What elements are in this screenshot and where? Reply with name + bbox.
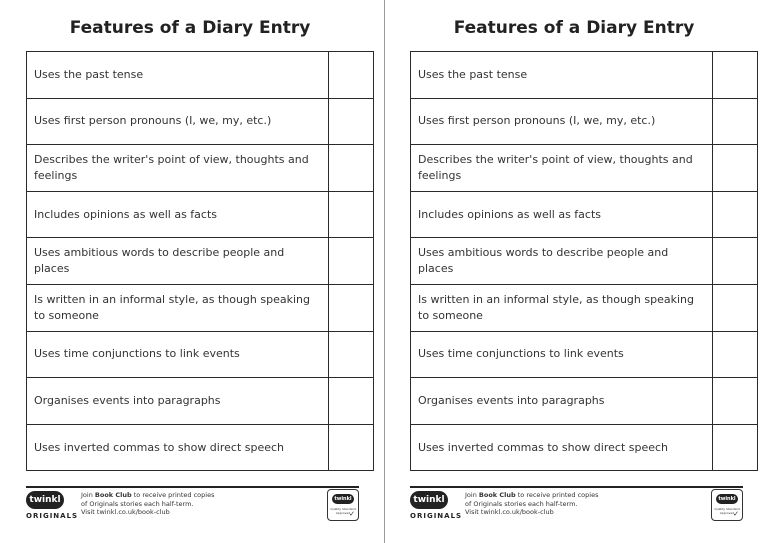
footer-rule (410, 486, 743, 488)
criterion-text: Includes opinions as well as facts (27, 191, 329, 238)
tick-box[interactable] (713, 284, 758, 331)
check-icon: ✓ (733, 510, 739, 518)
table-row (411, 331, 758, 378)
criterion-text: Uses inverted commas to show direct speech (27, 424, 329, 471)
footer (410, 486, 743, 526)
criterion-text: Uses ambitious words to describe people and places (27, 238, 329, 285)
checklist-table (410, 51, 758, 471)
table-row (411, 424, 758, 471)
criterion-text: Describes the writer's point of view, thoughts and feelings (27, 145, 329, 192)
table-row (27, 378, 374, 425)
footer (26, 486, 359, 526)
tick-box[interactable] (713, 238, 758, 285)
tick-box[interactable] (713, 331, 758, 378)
criterion-text: Uses first person pronouns (I, we, my, etc.) (411, 98, 713, 145)
table-row (27, 331, 374, 378)
sheet-title: Features of a Diary Entry (69, 18, 311, 38)
footer-rule (26, 486, 359, 488)
tick-box[interactable] (713, 98, 758, 145)
criterion-text: Uses first person pronouns (I, we, my, etc.) (27, 98, 329, 145)
logo-subtitle: ORIGINALS (26, 512, 79, 520)
tick-box[interactable] (713, 424, 758, 471)
logo-subtitle: ORIGINALS (410, 512, 463, 520)
tick-box[interactable] (329, 331, 374, 378)
quality-seal-icon: twinkl Quality Standard Approved ✓ (327, 489, 359, 521)
table-row (27, 424, 374, 471)
table-row (411, 284, 758, 331)
table-row (27, 52, 374, 99)
criterion-text: Uses ambitious words to describe people and places (411, 238, 713, 285)
tick-box[interactable] (713, 145, 758, 192)
table-row (27, 284, 374, 331)
tick-box[interactable] (329, 238, 374, 285)
table-row (27, 191, 374, 238)
tick-box[interactable] (713, 191, 758, 238)
twinkl-logo (26, 491, 79, 523)
tick-box[interactable] (329, 145, 374, 192)
check-icon: ✓ (349, 510, 355, 518)
book-club-link[interactable]: Visit twinkl.co.uk/book-club (465, 508, 554, 516)
criterion-text: Organises events into paragraphs (27, 378, 329, 425)
book-club-link[interactable]: Visit twinkl.co.uk/book-club (81, 508, 170, 516)
sheet-right (384, 0, 768, 543)
criterion-text: Is written in an informal style, as though speaking to someone (27, 284, 329, 331)
tick-box[interactable] (329, 284, 374, 331)
criterion-text: Includes opinions as well as facts (411, 191, 713, 238)
tick-box[interactable] (329, 98, 374, 145)
table-row (27, 145, 374, 192)
criterion-text: Uses the past tense (27, 52, 329, 99)
quality-seal-icon: twinkl Quality Standard Approved ✓ (711, 489, 743, 521)
book-club-text: Join Book Club to receive printed copies of Originals stories each half-term. Visit twinkl.co.uk/book-club (81, 491, 215, 516)
tick-box[interactable] (329, 191, 374, 238)
table-row (411, 238, 758, 285)
table-row (411, 52, 758, 99)
table-row (411, 145, 758, 192)
criterion-text: Uses inverted commas to show direct speech (411, 424, 713, 471)
criterion-text: Uses time conjunctions to link events (411, 331, 713, 378)
tick-box[interactable] (713, 52, 758, 99)
tick-box[interactable] (713, 378, 758, 425)
sheet-title: Features of a Diary Entry (453, 18, 695, 38)
criterion-text: Uses the past tense (411, 52, 713, 99)
criterion-text: Is written in an informal style, as though speaking to someone (411, 284, 713, 331)
logo-wordmark: twinkl (410, 491, 448, 509)
book-club-text: Join Book Club to receive printed copies of Originals stories each half-term. Visit twinkl.co.uk/book-club (465, 491, 599, 516)
logo-wordmark: twinkl (26, 491, 64, 509)
book-club-name: Book Club (478, 491, 516, 499)
table-row (27, 238, 374, 285)
table-row (411, 98, 758, 145)
table-row (411, 191, 758, 238)
criterion-text: Organises events into paragraphs (411, 378, 713, 425)
tick-box[interactable] (329, 52, 374, 99)
book-club-name: Book Club (94, 491, 132, 499)
checklist-table (26, 51, 374, 471)
table-row (27, 98, 374, 145)
criterion-text: Describes the writer's point of view, thoughts and feelings (411, 145, 713, 192)
twinkl-logo (410, 491, 463, 523)
tick-box[interactable] (329, 424, 374, 471)
criterion-text: Uses time conjunctions to link events (27, 331, 329, 378)
tick-box[interactable] (329, 378, 374, 425)
table-row (411, 378, 758, 425)
